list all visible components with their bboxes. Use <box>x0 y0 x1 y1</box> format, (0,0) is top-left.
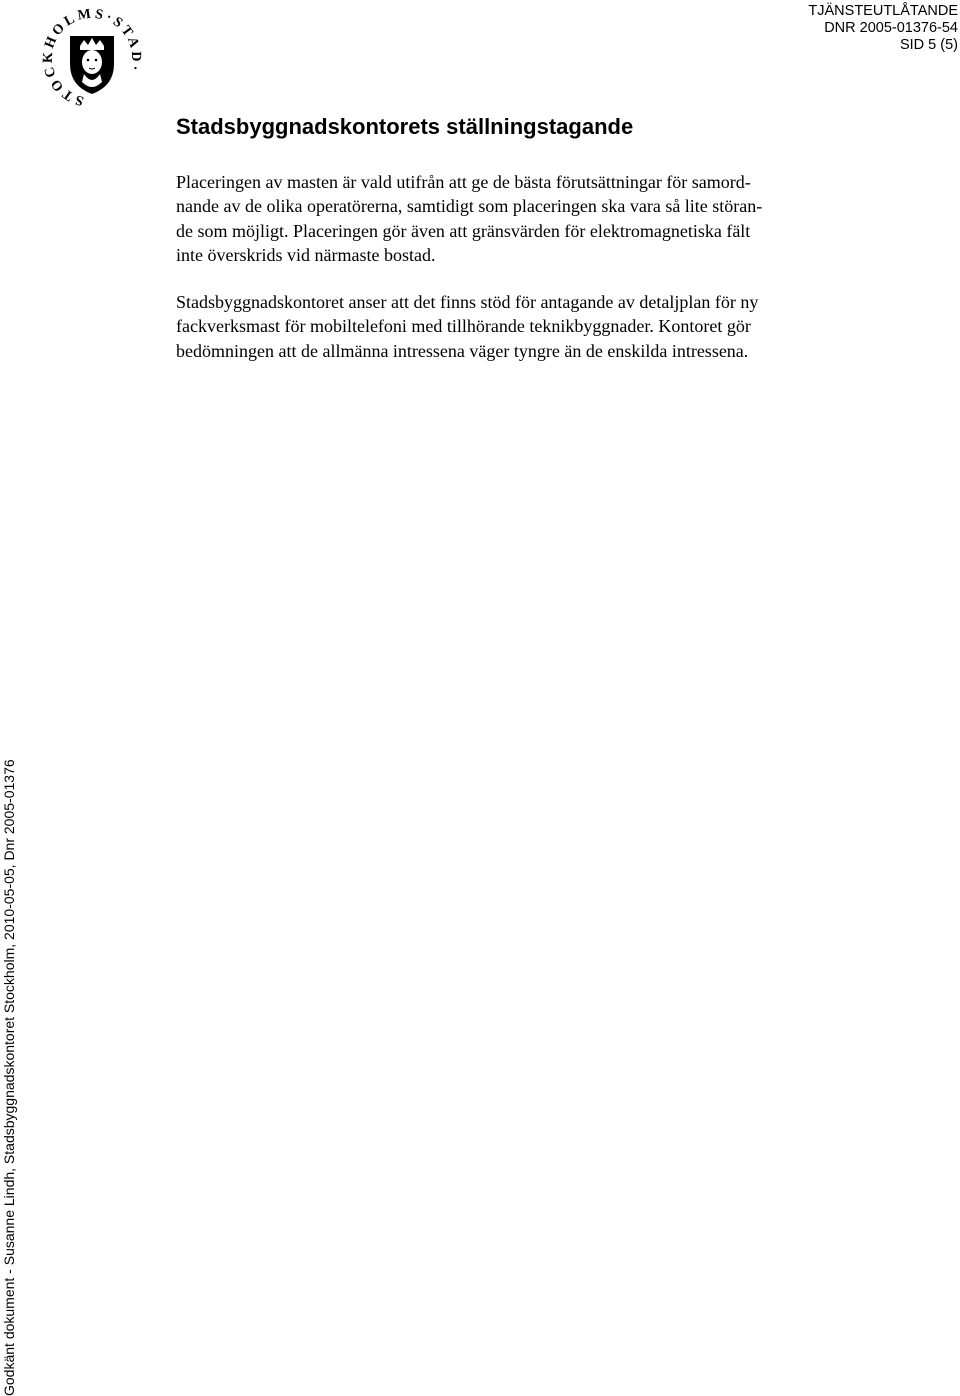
approval-side-note: Godkänt dokument - Susanne Lindh, Stadsbyggnadskontoret Stockholm, 2010-05-05, Dnr 2005-01376 <box>1 759 17 1396</box>
paragraph-line: Placeringen av masten är vald utifrån att ge de bästa förutsättningar för samord- <box>176 172 751 192</box>
seal-ring-text: STOCKHOLMS·STAD· <box>40 6 144 109</box>
stockholm-city-seal-icon <box>40 6 144 110</box>
document-header <box>808 3 958 54</box>
paragraph-line: fackverksmast för mobiltelefoni med tillhörande teknikbyggnader. Kontoret gör <box>176 316 751 337</box>
page-number: SID 5 (5) <box>899 37 958 53</box>
paragraph-line: nande av de olika operatörerna, samtidigt som placeringen ska vara så lite störan- <box>176 196 763 217</box>
paragraph-placement <box>176 170 762 267</box>
paragraph-line: inte överskrids vid närmaste bostad. <box>176 244 436 265</box>
paragraph-conclusion <box>176 290 758 363</box>
paragraph-line: bedömningen att de allmänna intressena väger tyngre än de enskilda intressena. <box>176 340 749 361</box>
document-number: DNR 2005-01376-54 <box>824 20 958 36</box>
paragraph-line: de som möjligt. Placeringen gör även att gränsvärden för elektromagnetiska fält <box>176 220 751 241</box>
seal-face <box>82 50 102 74</box>
section-heading: Stadsbyggnadskontorets ställningstagande <box>176 114 634 139</box>
paragraph-line: Stadsbyggnadskontoret anser att det finns stöd för antagande av detaljplan för ny <box>176 292 759 312</box>
document-type: TJÄNSTEUTLÅTANDE <box>808 3 958 19</box>
